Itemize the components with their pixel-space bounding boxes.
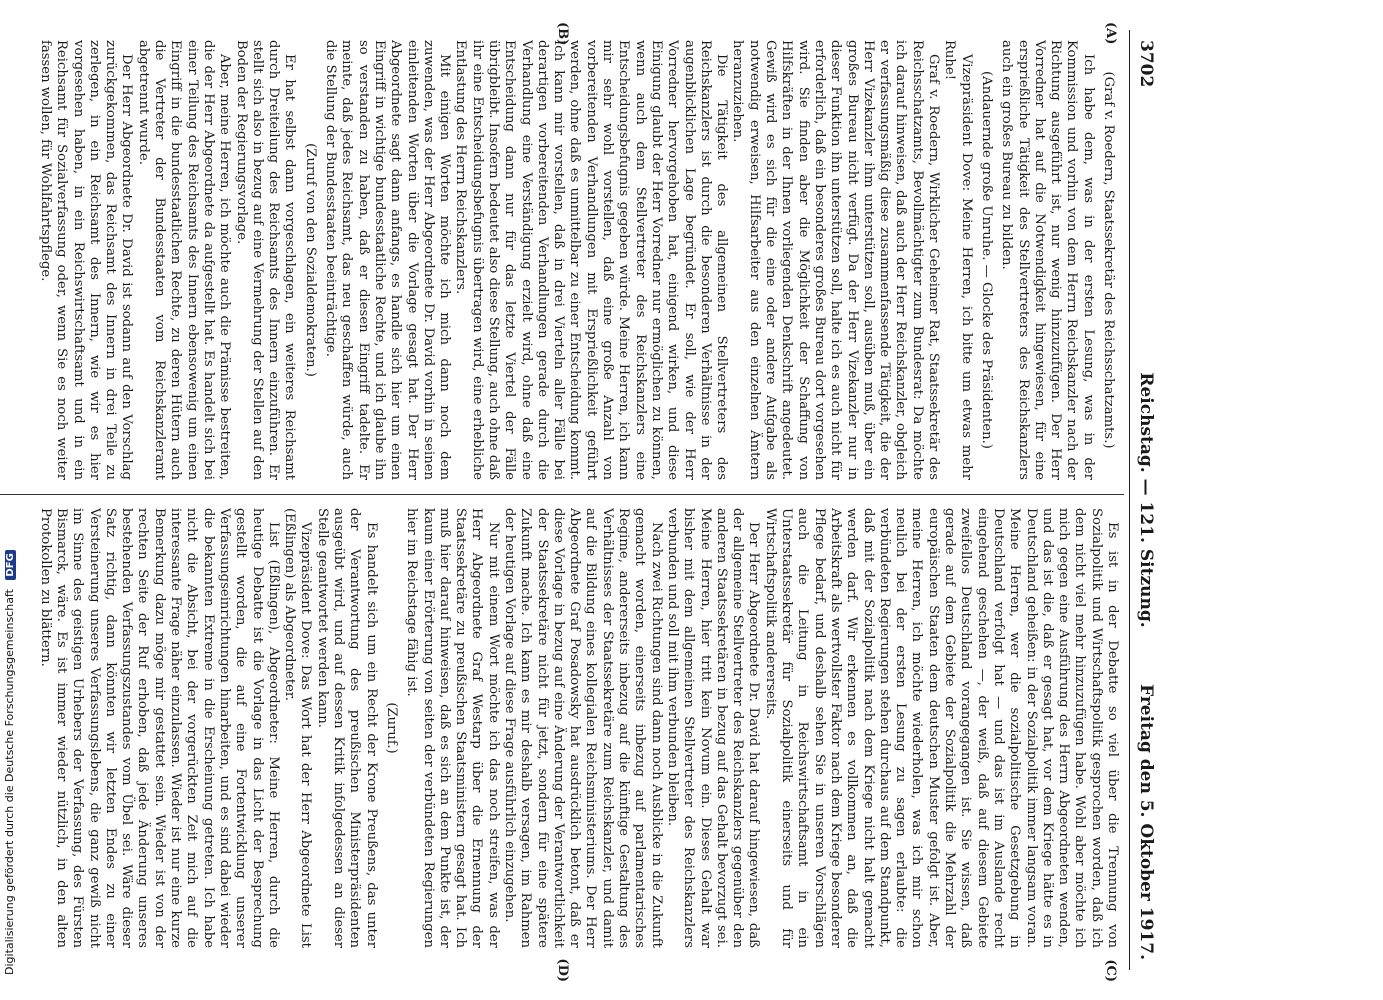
paragraph: List (Eßlingen), Abgeordneter: Meine Herren, durch die heutige Debatte ist die Vorlage in das Licht der Besprechung gestellt worden, die auf eine Fortentwicklung unserer Verfassungseinrichtungen hinarbeiten, und es sind dabei wieder die bekannten Extreme in die Erscheinung getreten. Ich habe nicht die Absicht, bei der vorgerückten Zeit mich auf die interessante Frage näher einzulassen. Wieder ist nur eine kurze Bemerkung dazu möge mir gestattet sein. Wieder ist von der rechten Seite der Ruf erhoben, daß jede Änderung unseres bestehenden Verfassungszustandes vom Übel sei. Wäre dieser Satz richtig, dann könnten wir letzten Endes zu einer Versteinerung unseres Verfassungslebens, die ganz gewiß nicht im Sinne des geistigen Urhebers der Verfassung, des Fürsten Bismarck, wäre. Es ist immer wieder nützlich, in den alten Protokollen zu blättern.: [37, 508, 281, 948]
paragraph: Die Tätigkeit des allgemeinen Stellvertreters des Reichskanzlers ist durch die besonderen Verhältnisse in der augenblicklichen Lage begründet. Er soll, wie der Herr Vorredner hervorgehoben hat, einigend wirken, und diese Einigung glaubt der Herr Vorredner nur ermöglichen zu können, wenn auch dem Stellvertreter des Reichskanzlers eine Entscheidungsbefugnis gegeben würde. Meine Herren, ich kann mir sehr wohl vorstellen, daß eine große Anzahl von vorbereitenden Verhandlungen mit Ersprießlichkeit geführt werden, ohne daß es unmittelbar zu einer Entscheidung kommt. Ich kann mir vorstellen, daß in drei Vierteln aller Fälle bei derartigen vorbereitenden Verhandlungen gerade durch die Verhandlung eine Verständigung erzielt wird, ohne daß eine Entscheidung dann nur für das letzte Viertel der Fälle übrigbleibt. Insofern bedeutet also diese Stellung, auch ohne daß ihr eine Entscheidungsbefugnis übertragen wird, eine erhebliche Entlastung des Herrn Reichskanzlers.: [453, 40, 730, 480]
page-number: 3702: [1136, 40, 1156, 88]
dfg-logo: DFG: [5, 550, 16, 579]
column-divider: [0, 494, 1124, 495]
paragraph: Graf v. Roedern, Wirklicher Geheimer Rat, Staatssekretär des Reichsschatzamts, Bevollmächtigter zum Bundesrat: Da möchte ich darauf hinweisen, daß auch der Herr Reichskanzler, obgleich er verfassungsmäßig diese zusammenfassende Tätigkeit, die der Herr Vizekanzler ihm unterstützen soll, ausüben muß, über ein großes Bureau nicht verfügt. Da der Herr Vizekanzler nur in dieser Funktion ihn unterstützen soll, halte ich es auch nicht für erforderlich, daß ein besonderes großes Bureau dort vorgesehen wird. Sie finden aber die Möglichkeit der Schaffung von Hilfskräften in der Ihnen vorliegenden Denkschrift angedeutet. Gewiß wird es sich für die eine oder andere Aufgabe als notwendig erweisen, Hilfsarbeiter aus den einzelnen Ämtern heranzuziehen.: [730, 40, 942, 480]
left-column: [0, 40, 1120, 480]
page-date: Freitag den 5. Oktober 1917.: [1136, 684, 1156, 960]
paragraph: Der Herr Abgeordnete Dr. David hat darauf hingewiesen, daß der allgemeine Stellvertreter des Reichskanzlers gegenüber den anderen Staatssekretären in bezug auf das Gehalt bevorzugt sei. Meine Herren, hier tritt kein Novum ein. Dieses Gehalt war bisher mit dem allgemeinen Stellvertreter des Reichskanzlers verbunden und soll mit ihm verbunden bleiben.: [664, 508, 762, 948]
paragraph: Er hat selbst dann vorgeschlagen, ein weiteres Reichsamt durch Dreiteilung des Reichsamts des Innern einzuführen. Er stellt sich also in bezug auf eine Vermehrung der Stellen auf den Boden der Regierungsvorlage.: [233, 40, 298, 480]
margin-marker-a: (A): [1103, 22, 1118, 45]
paragraph: Vizepräsident Dove: Meine Herren, ich bitte um etwas mehr Ruhe!: [942, 40, 974, 480]
interjection: (Zuruf.): [383, 702, 399, 754]
paragraph: Nur mit einem Wort möchte ich das noch streifen, was der Herr Abgeordnete Graf Westarp über die Ernennung der Staatssekretäre zu preußischen Staatsministern gesagt hat. Ich muß hier darauf hinweisen, daß es sich an dem Punkte ist, der kaum einer Erörterung von seiten der verbündeten Regierungen hier im Reichstage fähig ist.: [404, 508, 501, 948]
margin-marker-c: (C): [1103, 959, 1118, 982]
newspaper-page: [0, 22, 1170, 982]
interjection: (Zuruf von den Sozialdemokraten.): [302, 143, 318, 377]
paragraph: Mit einigen Worten möchte ich mich dann noch dem zuwenden, was der Herr Abgeordnete Dr. David vorhin in seinen einleitenden Worten über die Vorlage gesagt hat. Der Herr Abgeordnete sagt dann anfangs, es handle sich hier um einen Eingriff in wichtige bundesstaatliche Rechte, und ich glaube ihn so verstanden zu haben, daß er diesen Eingriff tadelte. Er meinte, daß jedes Reichsamt, das neu geschaffen würde, auch die Stellung der Bundesstaaten beeinträchtige.: [323, 40, 453, 480]
right-column: [0, 508, 1120, 948]
margin-marker-d: (D): [555, 958, 570, 982]
paragraph: Es handelt sich um ein Recht der Krone Preußens, das unter der Verantwortung des preußischen Ministerpräsidenten ausgeübt wird, und auf dessen Kritik infolgedessen an dieser Stelle geantwortet werden kann.: [314, 508, 379, 948]
paragraph: Der Herr Abgeordnete Dr. David ist sodann auf den Vorschlag zurückgekommen, das Reichsamt des Innern in drei Teile zu zerlegen, in ein Reichsamt des Innern, wie wir es hier vorgesehen haben, in ein Reichswirtschaftsamt und in ein Reichsamt für Sozialverfassung oder, wenn Sie es noch weiter fassen wollen, für Wohlfahrtspflege.: [38, 40, 135, 480]
page-header: [1130, 40, 1156, 960]
page-title: Reichstag. — 121. Sitzung.: [1136, 372, 1156, 628]
paragraph: Nach zwei Richtungen sind dann noch Ausblicke in die Zukunft gemacht worden, einerseits inbezug auf parlamentarisches Regime, andererseits inbezug auf die künftige Gestaltung des Verhältnisses der Staatssekretäre zum Reichskanzler, und damit auf die Bildung eines kollegialen Reichsministeriums. Der Herr Abgeordnete Graf Posadowsky hat ausdrücklich betont, daß er diese Vorlage in bezug auf eine Änderung der Verantwortlichkeit der Staatssekretäre nicht für jetzt, sondern für eine spätere Zukunft mache. Ich kann es mir deshalb versagen, im Rahmen der heutigen Vorlage auf diese Frage ausführlich einzugehen.: [502, 508, 664, 948]
interjection: (Andauernde große Unruhe. — Glocke des Präsidenten.): [978, 71, 994, 449]
credit-text: Digitalisierung gefördert durch die Deutsche Forschungsgemeinschaft: [3, 589, 16, 975]
paragraph: Ich habe dem, was in der ersten Lesung, was in der Kommission und vorhin von dem Herrn Reichskanzler nach der Richtung ausgeführt ist, nur wenig hinzuzufügen. Der Herr Vorredner hat auf die Notwendigkeit hingewiesen, für eine ersprießliche Tätigkeit des Stellvertreters des Reichskanzlers auch ein großes Bureau zu bilden.: [999, 40, 1096, 480]
paragraph: Es ist in der Debatte so viel über die Trennung von Sozialpolitik und Wirtschaftspolitik gesprochen worden, daß ich dem nicht viel mehr hinzuzufügen habe. Wohl aber möchte ich mich gegen eine Ausführung des Herrn Abgeordneten wenden, und das ist die, daß er gesagt hat, vor dem Kriege hätte es in Deutschland geheißen: in der Sozialpolitik immer langsam voran. Meine Herren, wer die sozialpolitische Gesetzgebung in Deutschland verfolgt hat — und das ist im Auslande recht eingehend geschehen —, der weiß, daß auf diesem Gebiete zweifellos Deutschland vorangegangen ist. Sie wissen, daß gerade auf dem Gebiete der Sozialpolitik die Mehrzahl der europäischen Staaten dem deutschen Muster gefolgt ist. Aber, meine Herren, ich möchte wiederholen, was ich mir schon neulich bei der ersten Lesung zu sagen erlaubte: die verbündeten Regierungen stehen durchaus auf dem Standpunkt, daß mit der Sozialpolitik nach dem Kriege nicht halt gemacht werden darf. Wir erkennen es vollkommen an, daß die Arbeitskraft als wertvollster Faktor nach dem Kriege besonderer Pflege bedarf, und deshalb sehen Sie in unseren Vorschlägen auch die Leitung in Reichswirtschaftsamt in ein Unterstaatssekretär für Sozialpolitik einerseits und für Wirtschaftspolitik andererseits.: [762, 508, 1120, 948]
margin-marker-b: (B): [555, 22, 570, 46]
speaker-line: (Graf v. Roedern, Staatssekretär des Reichsschatzamts.): [1101, 71, 1116, 449]
digitization-credit: [3, 15, 21, 975]
paragraph: Vizepräsident Dove: Das Wort hat der Herr Abgeordnete List (Eßlingen) als Abgeordneter.: [282, 508, 314, 948]
header-rule: [1129, 30, 1130, 970]
paragraph: Aber, meine Herren, ich möchte auch die Prämisse bestreiten, die der Herr Abgeordnete da aufgestellt hat. Es handelt sich bei einer Teilung des Reichsamts des Innern ebensowenig um einen Eingriff in die bundesstaatlichen Rechte, zu deren Hütern auch die Vertreter der Bundesstaaten vom Reichskanzleramt abgetrennt wurde.: [135, 40, 233, 480]
